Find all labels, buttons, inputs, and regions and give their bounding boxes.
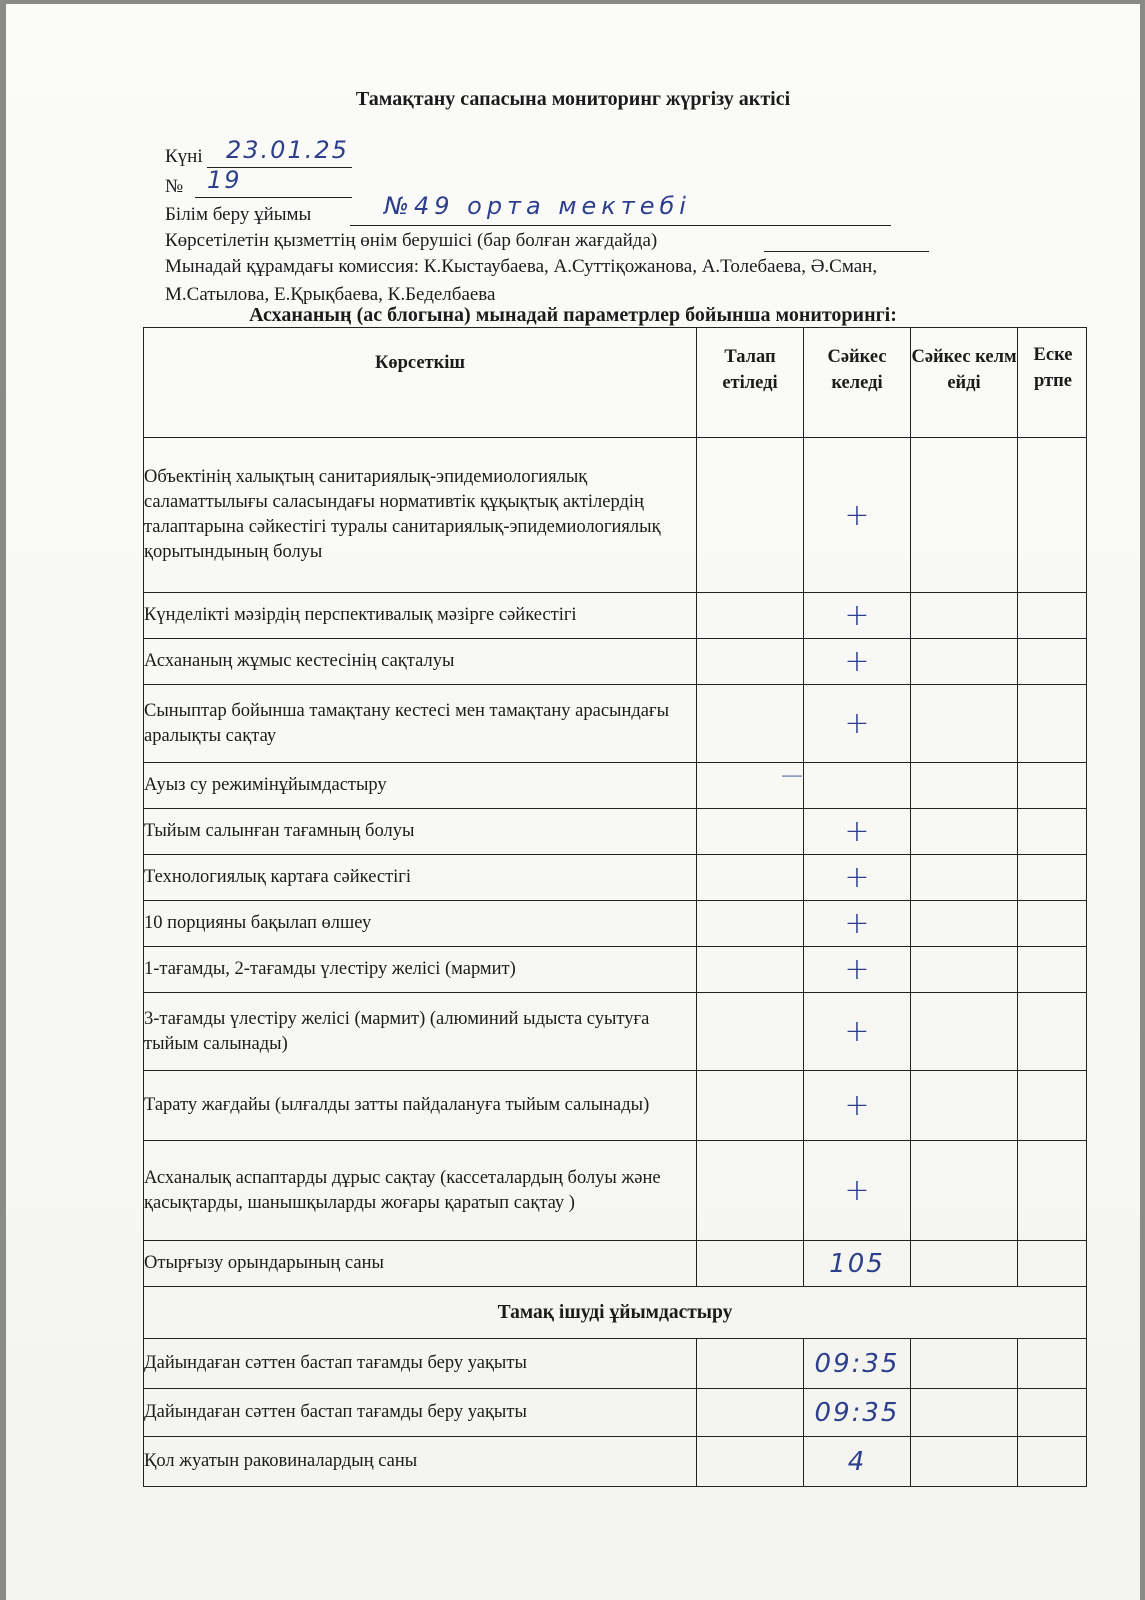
org-value: №49 орта мектебі [384, 192, 691, 220]
cell-compliant: 09:35 [804, 1339, 911, 1389]
cell-required [697, 1389, 804, 1437]
row-label: 3-тағамды үлестіру желісі (мармит) (алюминий ыдыста суытуға тыйым салынады) [144, 993, 697, 1071]
table-row [144, 763, 1087, 809]
monitoring-table [143, 327, 1087, 1487]
cell-noncompliant [911, 901, 1018, 947]
cell-note [1018, 438, 1087, 593]
supplier-underline [764, 251, 929, 252]
date-row [165, 146, 203, 168]
table-row [144, 438, 1087, 593]
document-title: Тамақтану сапасына мониторинг жүргізу актісі [355, 88, 791, 110]
row-label: Сыныптар бойынша тамақтану кестесі мен тамақтану арасындағы аралықты сақтау [144, 685, 697, 763]
table-row [144, 855, 1087, 901]
row-label: Тарату жағдайы (ылғалды затты пайдалануға тыйым салынады) [144, 1071, 697, 1141]
row-label: Дайындаған сәттен бастап тағамды беру уақыты [144, 1389, 697, 1437]
org-underline [350, 225, 891, 226]
cell-note [1018, 855, 1087, 901]
row-label: Технологиялық картаға сәйкестігі [144, 855, 697, 901]
cell-compliant: + [804, 593, 911, 639]
cell-required [697, 1071, 804, 1141]
cell-required [697, 855, 804, 901]
row-label: Тыйым салынған тағамның болуы [144, 809, 697, 855]
cell-note [1018, 1437, 1087, 1487]
date-label: Күні [165, 146, 203, 167]
cell-noncompliant [911, 1141, 1018, 1241]
cell-note [1018, 639, 1087, 685]
header-compliant: Сәйкес келеді [804, 328, 911, 438]
cell-required [697, 1241, 804, 1287]
table-row [144, 809, 1087, 855]
cell-noncompliant [911, 947, 1018, 993]
header-indicator: Көрсеткіш [144, 328, 697, 438]
number-row [165, 176, 183, 198]
table-row [144, 993, 1087, 1071]
cell-note [1018, 593, 1087, 639]
header-required: Талап етіледі [697, 328, 804, 438]
cell-required: — [697, 763, 804, 809]
cell-noncompliant [911, 855, 1018, 901]
supplier-row [165, 230, 657, 252]
table-row [144, 639, 1087, 685]
number-label: № [165, 176, 184, 197]
cell-required [697, 1339, 804, 1389]
cell-compliant: 105 [804, 1241, 911, 1287]
header-note: Ескертпе [1018, 328, 1087, 438]
row-label: Отырғызу орындарының саны [144, 1241, 697, 1287]
cell-required [697, 593, 804, 639]
row-label: Дайындаған сәттен бастап тағамды беру уақыты [144, 1339, 697, 1389]
section-title: Асхананың (ас блогына) мынадай параметрлер бойынша мониторингі: [249, 304, 897, 326]
cell-compliant: + [804, 809, 911, 855]
number-underline [195, 197, 352, 198]
table-row [144, 901, 1087, 947]
cell-compliant: 09:35 [804, 1389, 911, 1437]
cell-compliant: + [804, 685, 911, 763]
row-label: Қол жуатын раковиналардың саны [144, 1437, 697, 1487]
cell-compliant: + [804, 1141, 911, 1241]
date-value: 23.01.25 [226, 136, 349, 164]
table-row [144, 1339, 1087, 1389]
cell-noncompliant [911, 593, 1018, 639]
cell-compliant: + [804, 855, 911, 901]
table-row [144, 1437, 1087, 1487]
cell-noncompliant [911, 1071, 1018, 1141]
cell-noncompliant [911, 438, 1018, 593]
number-value: 19 [207, 166, 242, 194]
cell-note [1018, 901, 1087, 947]
cell-compliant: 4 [804, 1437, 911, 1487]
cell-note [1018, 1071, 1087, 1141]
cell-noncompliant [911, 1437, 1018, 1487]
table-row [144, 1241, 1087, 1287]
cell-note [1018, 763, 1087, 809]
cell-required [697, 685, 804, 763]
cell-note [1018, 1141, 1087, 1241]
cell-required [697, 947, 804, 993]
supplier-label: Көрсетілетін қызметтің өнім берушісі (бар болған жағдайда) [165, 230, 658, 251]
row-label: 1-тағамды, 2-тағамды үлестіру желісі (мармит) [144, 947, 697, 993]
cell-compliant: + [804, 438, 911, 593]
cell-compliant: + [804, 1071, 911, 1141]
table-row [144, 1071, 1087, 1141]
cell-noncompliant [911, 993, 1018, 1071]
header-noncompliant: Сәйкес келмейді [911, 328, 1018, 438]
commission-line-1: Мынадай құрамдағы комиссия: К.Кыстаубаева, А.Суттіқожанова, А.Толебаева, Ә.Сман, [165, 256, 878, 277]
cell-compliant: + [804, 901, 911, 947]
cell-required [697, 1141, 804, 1241]
cell-required [697, 901, 804, 947]
cell-note [1018, 993, 1087, 1071]
cell-required [697, 438, 804, 593]
cell-note [1018, 1241, 1087, 1287]
table-row [144, 1389, 1087, 1437]
cell-noncompliant [911, 809, 1018, 855]
cell-noncompliant [911, 1339, 1018, 1389]
table-row [144, 593, 1087, 639]
row-label: Ауыз су режимінұйымдастыру [144, 763, 697, 809]
cell-required [697, 1437, 804, 1487]
cell-required [697, 993, 804, 1071]
cell-compliant: + [804, 947, 911, 993]
table-row [144, 685, 1087, 763]
cell-note [1018, 809, 1087, 855]
row-label: Асханалық аспаптарды дұрыс сақтау (кассеталардың болуы және қасықтарды, шанышқыларды жоғары қаратып сақтау ) [144, 1141, 697, 1241]
cell-noncompliant [911, 1389, 1018, 1437]
cell-noncompliant [911, 685, 1018, 763]
org-label: Білім беру ұйымы [165, 204, 312, 225]
table-row [144, 947, 1087, 993]
row-label: Күнделікті мәзірдің перспективалық мәзірге сәйкестігі [144, 593, 697, 639]
row-label: Объектінің халықтың санитариялық-эпидемиологиялық саламаттылығы саласындағы нормативтік құқықтық актілердің талаптарына сәйкестігі туралы санитариялық-эпидемиологиялық қорытындының болуы [144, 438, 697, 593]
cell-noncompliant [911, 639, 1018, 685]
cell-required [697, 639, 804, 685]
cell-note [1018, 947, 1087, 993]
org-row [165, 204, 311, 226]
table-subheading-row [144, 1287, 1087, 1339]
commission-line-2: М.Сатылова, Е.Қрықбаева, К.Беделбаева [165, 284, 496, 305]
subheading: Тамақ ішуді ұйымдастыру [144, 1287, 1087, 1339]
cell-compliant: + [804, 993, 911, 1071]
document-page [6, 4, 1140, 1600]
cell-note [1018, 1339, 1087, 1389]
row-label: Асхананың жұмыс кестесінің сақталуы [144, 639, 697, 685]
cell-note [1018, 1389, 1087, 1437]
cell-required [697, 809, 804, 855]
cell-noncompliant [911, 763, 1018, 809]
cell-compliant [804, 763, 911, 809]
cell-noncompliant [911, 1241, 1018, 1287]
cell-note [1018, 685, 1087, 763]
table-header-row [144, 328, 1087, 438]
cell-compliant: + [804, 639, 911, 685]
row-label: 10 порцияны бақылап өлшеу [144, 901, 697, 947]
table-row [144, 1141, 1087, 1241]
